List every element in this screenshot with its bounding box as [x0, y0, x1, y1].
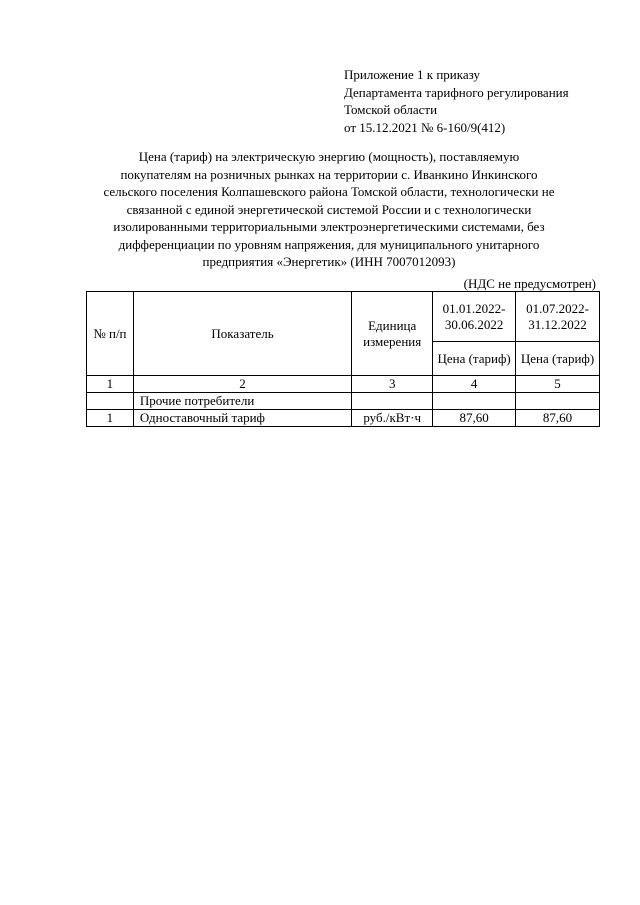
group-empty-cell [352, 393, 433, 410]
column-number: 4 [433, 376, 516, 393]
approval-line-2: Департамента тарифного регулирования [344, 84, 569, 100]
column-number: 3 [352, 376, 433, 393]
header-period-1: 01.01.2022-30.06.2022 [433, 292, 516, 342]
group-empty-cell [433, 393, 516, 410]
table-header-row [87, 292, 600, 342]
row-value-2: 87,60 [516, 410, 600, 427]
title-line: Цена (тариф) на электрическую энергию (мощность), поставляемую [138, 149, 520, 164]
document-title [86, 148, 572, 271]
header-indicator: Показатель [133, 292, 351, 376]
header-price-1: Цена (тариф) [433, 342, 516, 376]
tariff-table [86, 291, 600, 427]
column-number-row [87, 376, 600, 393]
header-number: № п/п [87, 292, 134, 376]
title-line: дифференциации по уровням напряжения, для муниципального унитарного [118, 236, 540, 252]
header-unit: Единица измерения [352, 292, 433, 376]
column-number: 2 [133, 376, 351, 393]
group-empty-cell [87, 393, 134, 410]
row-value-1: 87,60 [433, 410, 516, 427]
column-number: 5 [516, 376, 600, 393]
vat-note: (НДС не предусмотрен) [463, 276, 596, 291]
title-line: изолированными территориальными электроэнергетическими системами, без [113, 219, 545, 234]
approval-block [344, 66, 569, 136]
row-indicator: Одноставочный тариф [133, 410, 351, 427]
approval-line-4: от 15.12.2021 № 6-160/9(412) [344, 119, 506, 135]
title-line: покупателям на розничных рынках на территории с. Иванкино Инкинского [120, 166, 538, 182]
table-row [87, 410, 600, 427]
row-unit: руб./кВт·ч [352, 410, 433, 427]
header-price-2: Цена (тариф) [516, 342, 600, 376]
group-row [87, 393, 600, 410]
header-period-2: 01.07.2022-31.12.2022 [516, 292, 600, 342]
approval-line-3: Томской области [344, 102, 438, 117]
group-label: Прочие потребители [133, 393, 351, 410]
title-line: сельского поселения Колпашевского района Томской области, технологически не [103, 184, 555, 199]
group-empty-cell [516, 393, 600, 410]
title-line: связанной с единой энергетической системой России и с технологически [126, 201, 532, 217]
approval-line-1: Приложение 1 к приказу [344, 67, 481, 82]
title-line: предприятия «Энергетик» (ИНН 7007012093) [202, 254, 456, 269]
row-number: 1 [87, 410, 134, 427]
column-number: 1 [87, 376, 134, 393]
